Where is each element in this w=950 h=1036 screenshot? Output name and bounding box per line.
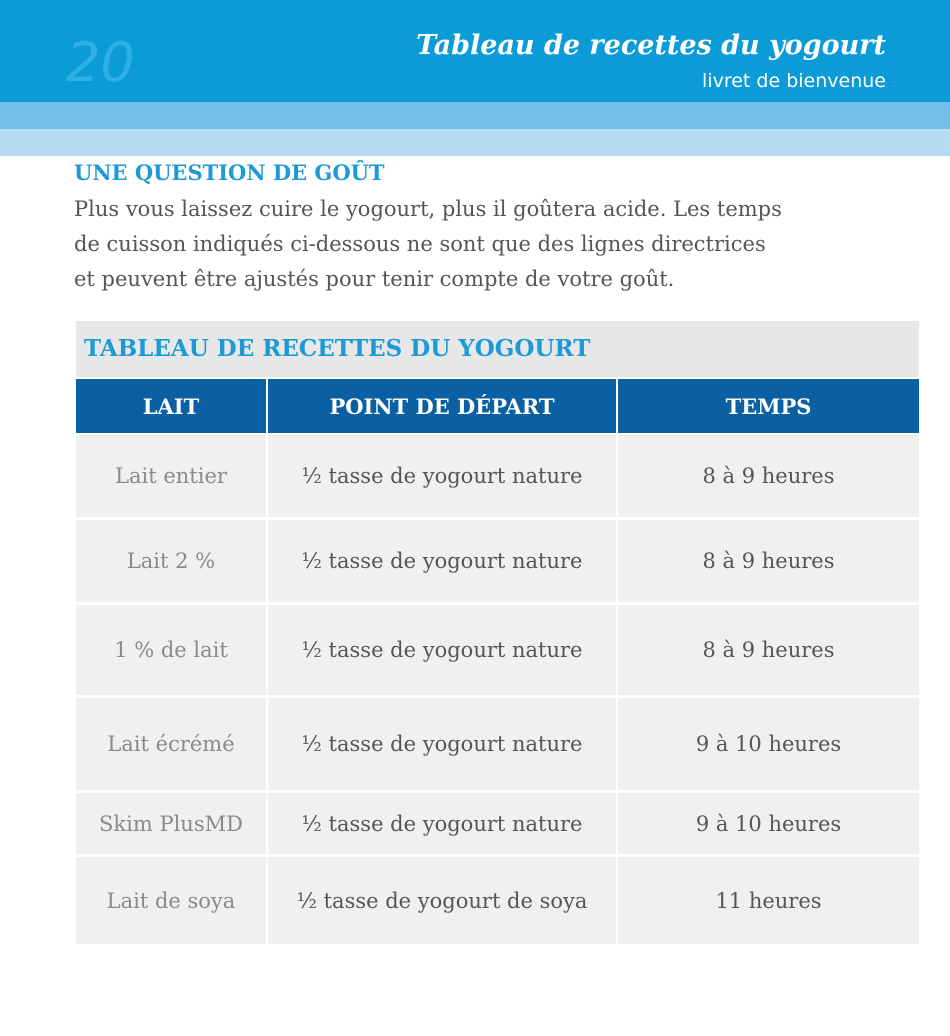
starter-cell: ½ tasse de yogourt nature xyxy=(268,605,618,698)
milk-cell: Lait entier xyxy=(76,435,268,520)
milk-cell: Skim PlusMD xyxy=(76,793,268,857)
page-title: Tableau de recettes du yogourt xyxy=(416,30,886,61)
table-row xyxy=(76,698,919,793)
page-number: 20 xyxy=(66,31,135,94)
intro-line: de cuisson indiqués ci-dessous ne sont que des lignes directrices xyxy=(74,232,766,256)
starter-cell: ½ tasse de yogourt nature xyxy=(268,793,618,857)
intro-line: et peuvent être ajustés pour tenir compte de votre goût. xyxy=(74,267,675,291)
table-row xyxy=(76,520,919,605)
time-cell: 8 à 9 heures xyxy=(618,520,919,605)
page-subtitle: livret de bienvenue xyxy=(702,70,886,92)
time-cell: 9 à 10 heures xyxy=(618,698,919,793)
column-header-point-de-depart: POINT DE DÉPART xyxy=(268,377,618,435)
recipe-table-container xyxy=(76,321,919,947)
header-stripe-light xyxy=(0,129,950,156)
starter-cell: ½ tasse de yogourt de soya xyxy=(268,857,618,947)
table-row xyxy=(76,793,919,857)
table-row xyxy=(76,435,919,520)
intro-paragraph xyxy=(74,192,924,297)
intro-line: Plus vous laissez cuire le yogourt, plus il goûtera acide. Les temps xyxy=(74,197,782,221)
recipe-table xyxy=(76,377,919,947)
milk-cell: 1 % de lait xyxy=(76,605,268,698)
time-cell: 9 à 10 heures xyxy=(618,793,919,857)
table-title: TABLEAU DE RECETTES DU YOGOURT xyxy=(76,321,919,377)
milk-cell: Lait écrémé xyxy=(76,698,268,793)
section-heading: UNE QUESTION DE GOÛT xyxy=(74,160,385,185)
starter-cell: ½ tasse de yogourt nature xyxy=(268,435,618,520)
table-row xyxy=(76,605,919,698)
milk-cell: Lait de soya xyxy=(76,857,268,947)
table-row xyxy=(76,857,919,947)
table-header-row xyxy=(76,377,919,435)
time-cell: 11 heures xyxy=(618,857,919,947)
column-header-lait: LAIT xyxy=(76,377,268,435)
header-stripe-mid xyxy=(0,102,950,129)
time-cell: 8 à 9 heures xyxy=(618,605,919,698)
column-header-temps: TEMPS xyxy=(618,377,919,435)
starter-cell: ½ tasse de yogourt nature xyxy=(268,698,618,793)
time-cell: 8 à 9 heures xyxy=(618,435,919,520)
milk-cell: Lait 2 % xyxy=(76,520,268,605)
starter-cell: ½ tasse de yogourt nature xyxy=(268,520,618,605)
